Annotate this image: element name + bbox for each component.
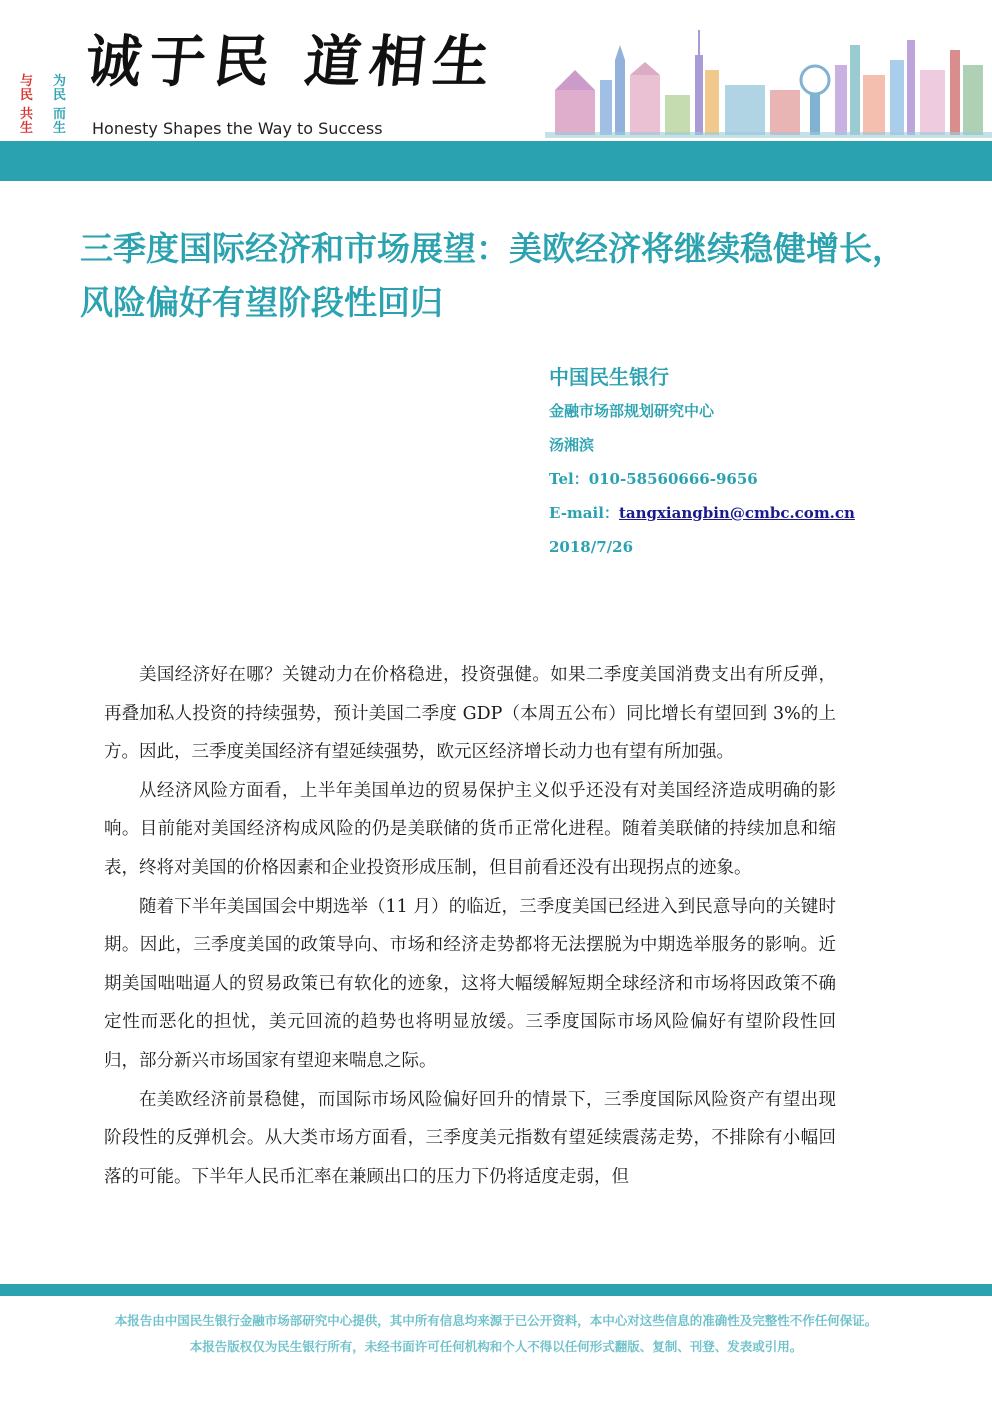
body-paragraph: 美国经济好在哪？关键动力在价格稳进，投资强健。如果二季度美国消费支出有所反弹，再叠加私人投资的持续强势，预计美国二季度 GDP（本周五公布）同比增长有望回到 3%的上方。因此，三季度美国经济有望延续强势，欧元区经济增长动力也有望有所加强。 — [104, 665, 836, 763]
email-line — [549, 496, 855, 530]
seal-characters: 而 生 — [52, 106, 66, 136]
email-link[interactable]: tangxiangbin@cmbc.com.cn — [618, 504, 855, 522]
author-block — [549, 360, 855, 564]
header-slogan: 诚于民 道相生 — [82, 29, 501, 95]
seal-characters: 与 民 — [19, 73, 33, 103]
page-header — [0, 0, 992, 180]
telephone-line — [549, 462, 855, 496]
seal-characters: 为 民 — [52, 73, 66, 103]
seal-characters: 共 生 — [19, 106, 33, 136]
header-accent-band — [0, 141, 992, 181]
seal-bottom-left — [10, 105, 43, 138]
footer-copyright: 本报告版权仅为民生银行所有，未经书面许可任何机构和个人不得以任何形式翻版、复制、刊登、发表或引用。 — [189, 1339, 803, 1354]
author-name: 汤湘滨 — [549, 436, 595, 454]
telephone-label: Tel： — [549, 470, 589, 488]
footer-accent-band — [0, 1284, 992, 1296]
seal-top-left — [10, 72, 43, 105]
seal-top-right — [43, 72, 76, 105]
report-body — [104, 656, 836, 1196]
bank-seal-logo — [10, 72, 76, 138]
page-footer — [0, 1308, 992, 1360]
department-name: 金融市场部规划研究中心 — [549, 402, 715, 420]
telephone-number: 010-58560666-9656 — [588, 470, 758, 488]
report-date: 2018/7/26 — [549, 538, 634, 556]
bank-name: 中国民生银行 — [549, 365, 669, 389]
body-paragraph: 在美欧经济前景稳健，而国际市场风险偏好回升的情景下，三季度国际风险资产有望出现阶段性的反弹机会。从大类市场方面看，三季度美元指数有望延续震荡走势，不排除有小幅回落的可能。下半年人民币汇率在兼顾出口的压力下仍将适度走弱，但 — [104, 1089, 836, 1187]
header-slogan-english: Honesty Shapes the Way to Success — [92, 119, 383, 138]
body-paragraph: 随着下半年美国国会中期选举（11 月）的临近，三季度美国已经进入到民意导向的关键时期。因此，三季度美国的政策导向、市场和经济走势都将无法摆脱为中期选举服务的影响。近期美国咄咄逼人的贸易政策已有软化的迹象，这将大幅缓解短期全球经济和市场将因政策不确定性而恶化的担忧，美元回流的趋势也将明显放缓。三季度国际市场风险偏好有望阶段性回归，部分新兴市场国家有望迎来喘息之际。 — [104, 896, 836, 1071]
city-skyline-illustration — [545, 20, 992, 142]
email-label: E-mail： — [549, 504, 619, 522]
body-paragraph: 从经济风险方面看，上半年美国单边的贸易保护主义似乎还没有对美国经济造成明确的影响。目前能对美国经济构成风险的仍是美联储的货币正常化进程。随着美联储的持续加息和缩表，终将对美国的价格因素和企业投资形成压制，但目前看还没有出现拐点的迹象。 — [104, 780, 836, 878]
footer-disclaimer: 本报告由中国民生银行金融市场部研究中心提供，其中所有信息均来源于已公开资料，本中心对这些信息的准确性及完整性不作任何保证。 — [114, 1313, 878, 1328]
seal-bottom-right — [43, 105, 76, 138]
report-title: 三季度国际经济和市场展望：美欧经济将继续稳健增长，风险偏好有望阶段性回归 — [80, 229, 905, 322]
